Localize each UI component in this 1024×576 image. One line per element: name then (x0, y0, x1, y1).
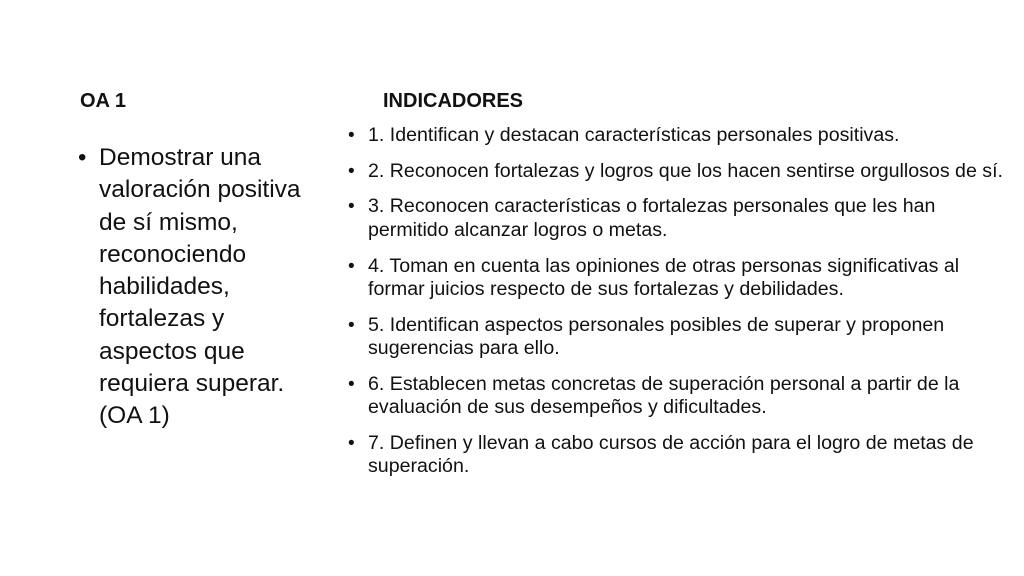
indicator-item (346, 124, 1006, 147)
indicator-item (346, 160, 1006, 183)
indicator-text: 7. Definen y llevan a cabo cursos de acción para el logro de metas de superación. (368, 431, 974, 478)
bullet-icon: • (348, 255, 355, 277)
indicator-text: 2. Reconocen fortalezas y logros que los hacen sentirse orgullosos de sí. (368, 159, 1003, 182)
bullet-icon: • (348, 160, 355, 182)
indicator-item (346, 432, 1006, 479)
indicator-text: 3. Reconocen características o fortalezas personales que les han permitido alcanzar logros o metas. (368, 195, 936, 241)
indicator-item (346, 314, 1006, 361)
objective-item (76, 142, 306, 433)
indicator-item (346, 195, 1006, 242)
bullet-icon: • (348, 373, 355, 395)
indicator-text: 4. Toman en cuenta las opiniones de otras personas significativas al formar juicios respecto de sus fortalezas y debilidades. (368, 254, 960, 300)
indicator-text: 1. Identifican y destacan características personales positivas. (368, 124, 900, 146)
objective-text: Demostrar una valoración positiva de sí mismo, reconociendo habilidades, fortalezas y aspectos que requiera superar. (OA 1) (99, 144, 301, 430)
oa-heading: OA 1 (80, 90, 126, 112)
bullet-icon: • (348, 432, 355, 454)
bullet-icon: • (78, 144, 87, 171)
bullet-icon: • (348, 196, 355, 218)
indicator-text: 5. Identifican aspectos personales posibles de superar y proponen sugerencias para ello. (368, 313, 945, 360)
bullet-icon: • (348, 314, 355, 336)
indicator-item (346, 255, 1006, 302)
indicator-text: 6. Establecen metas concretas de superación personal a partir de la evaluación de sus desempeños y dificultades. (368, 372, 960, 419)
indicator-item (346, 373, 1006, 420)
indicators-heading: INDICADORES (383, 90, 524, 112)
objective-list (76, 142, 306, 433)
bullet-icon: • (348, 125, 355, 146)
indicators-list (346, 124, 1006, 491)
